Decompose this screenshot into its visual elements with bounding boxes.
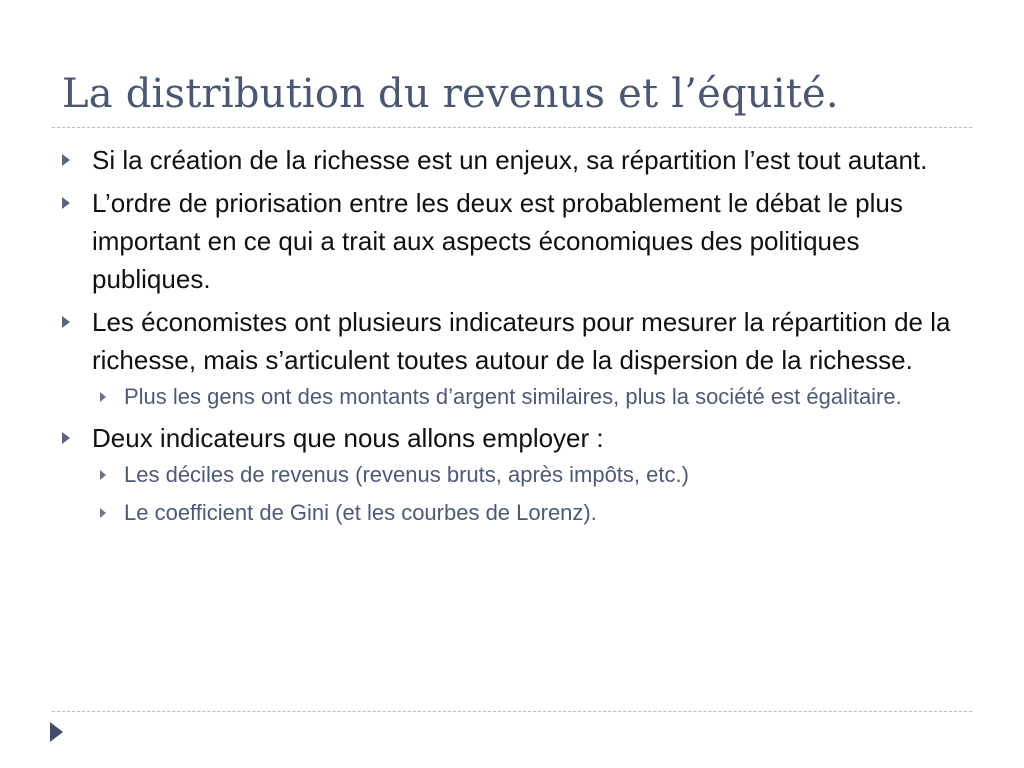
bullet-text: L’ordre de priorisation entre les deux est probablement le débat le plus important en ce qui a trait aux aspects économiques des politiques publiques. xyxy=(92,188,903,294)
title-divider xyxy=(52,127,972,128)
bullet-text: Si la création de la richesse est un enjeux, sa répartition l’est tout autant. xyxy=(92,145,928,175)
sub-bullet-text: Les déciles de revenus (revenus bruts, après impôts, etc.) xyxy=(124,462,689,487)
sub-bullet-text: Le coefficient de Gini (et les courbes de Lorenz). xyxy=(124,500,597,525)
sub-bullet-item xyxy=(92,497,962,529)
sub-bullet-item xyxy=(92,459,962,491)
bullet-item xyxy=(62,419,962,529)
triangle-sub-bullet-icon xyxy=(100,508,106,518)
bullet-item xyxy=(62,184,962,298)
sub-bullet-list xyxy=(92,459,962,529)
corner-triangle-icon xyxy=(50,722,63,742)
bullet-text: Les économistes ont plusieurs indicateurs pour mesurer la répartition de la richesse, mais s’articulent toutes autour de la dispersion de la richesse. xyxy=(92,307,951,375)
sub-bullet-list xyxy=(92,381,962,413)
slide-title: La distribution du revenus et l’équité. xyxy=(62,71,839,117)
triangle-bullet-icon xyxy=(62,154,70,166)
triangle-bullet-icon xyxy=(62,197,70,209)
triangle-sub-bullet-icon xyxy=(100,470,106,480)
bullet-list xyxy=(62,141,962,535)
footer-divider xyxy=(52,711,972,712)
bullet-item xyxy=(62,141,962,179)
sub-bullet-item xyxy=(92,381,962,413)
sub-bullet-text: Plus les gens ont des montants d’argent similaires, plus la société est égalitaire. xyxy=(124,384,902,409)
triangle-bullet-icon xyxy=(62,432,70,444)
triangle-bullet-icon xyxy=(62,316,70,328)
triangle-sub-bullet-icon xyxy=(100,392,106,402)
bullet-item xyxy=(62,303,962,413)
bullet-text: Deux indicateurs que nous allons employer : xyxy=(92,423,604,453)
